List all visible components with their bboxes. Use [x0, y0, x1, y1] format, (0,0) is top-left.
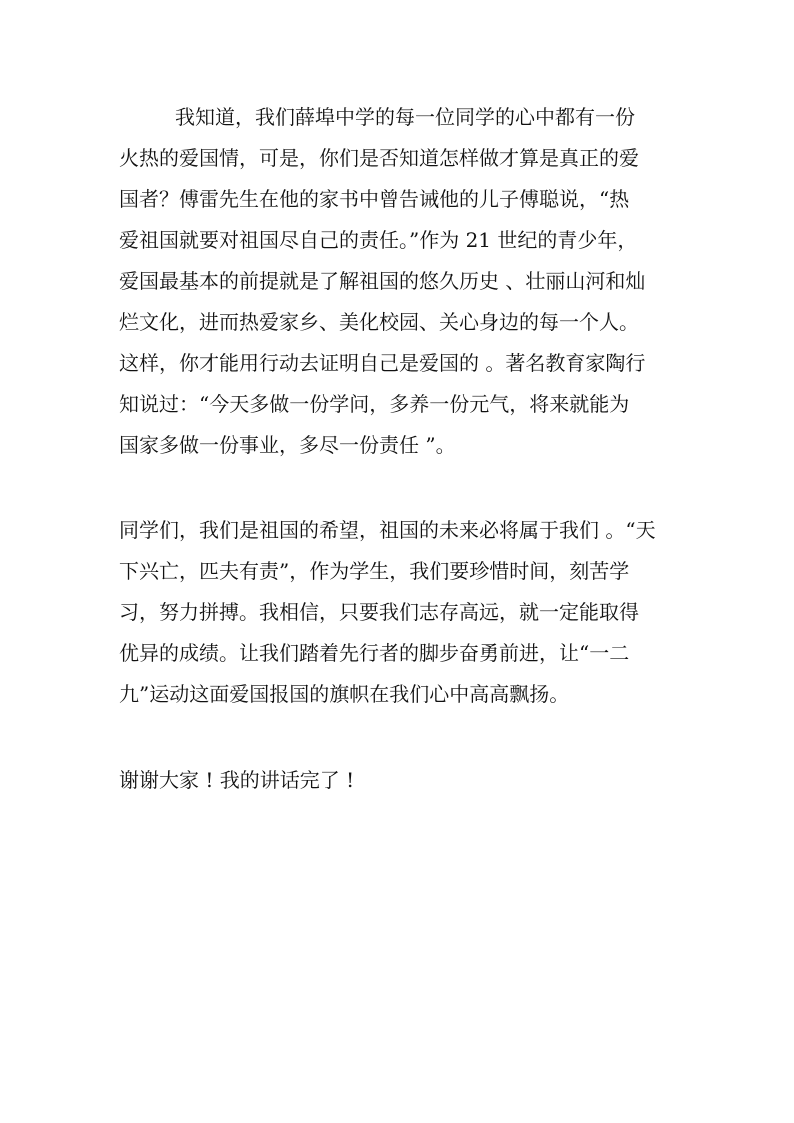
paragraph-1-line-2: 火热的爱国情，可是，你们是否知道怎样做才算是真正的爱 [119, 146, 639, 170]
paragraph-1-line-7: 这样，你才能用行动去证明自己是爱国的 。著名教育家陶行 [119, 351, 646, 375]
paragraph-1-line-3: 国者？傅雷先生在他的家书中曾告诫他的儿子傅聪说，“热 [119, 187, 630, 211]
paragraph-1-line-5: 爱国最基本的前提就是了解祖国的悠久历史 、壮丽山河和灿 [119, 269, 646, 293]
paragraph-1-line-4: 爱祖国就要对祖国尽自己的责任。”作为 21 世纪的青少年， [119, 228, 638, 252]
closing-line: 谢谢大家 ! 我的讲话完了 ! [119, 768, 355, 792]
paragraph-2-line-3: 习，努力拼搏。我相信，只要我们志存高远，就一定能取得 [119, 600, 639, 624]
paragraph-2-line-4: 优异的成绩。让我们踏着先行者的脚步奋勇前进，让“一二 [119, 641, 630, 665]
paragraph-2-line-1: 同学们，我们是祖国的希望，祖国的未来必将属于我们 。“天 [119, 518, 656, 542]
paragraph-2-line-5: 九”运动这面爱国报国的旗帜在我们心中高高飘扬。 [119, 682, 570, 706]
paragraph-1-line-8: 知说过：“今天多做一份学问，多养一份元气，将来就能为 [119, 392, 630, 416]
paragraph-2-line-2: 下兴亡，匹夫有责”，作为学生，我们要珍惜时间，刻苦学 [119, 559, 630, 583]
paragraph-1-line-9: 国家多做一份事业，多尽一份责任 ”。 [119, 433, 456, 457]
paragraph-1-line-1: 我知道，我们薛埠中学的每一位同学的心中都有一份 [175, 105, 635, 129]
paragraph-1-line-6: 烂文化，进而热爱家乡、美化校园、关心身边的每一个人。 [119, 310, 639, 334]
